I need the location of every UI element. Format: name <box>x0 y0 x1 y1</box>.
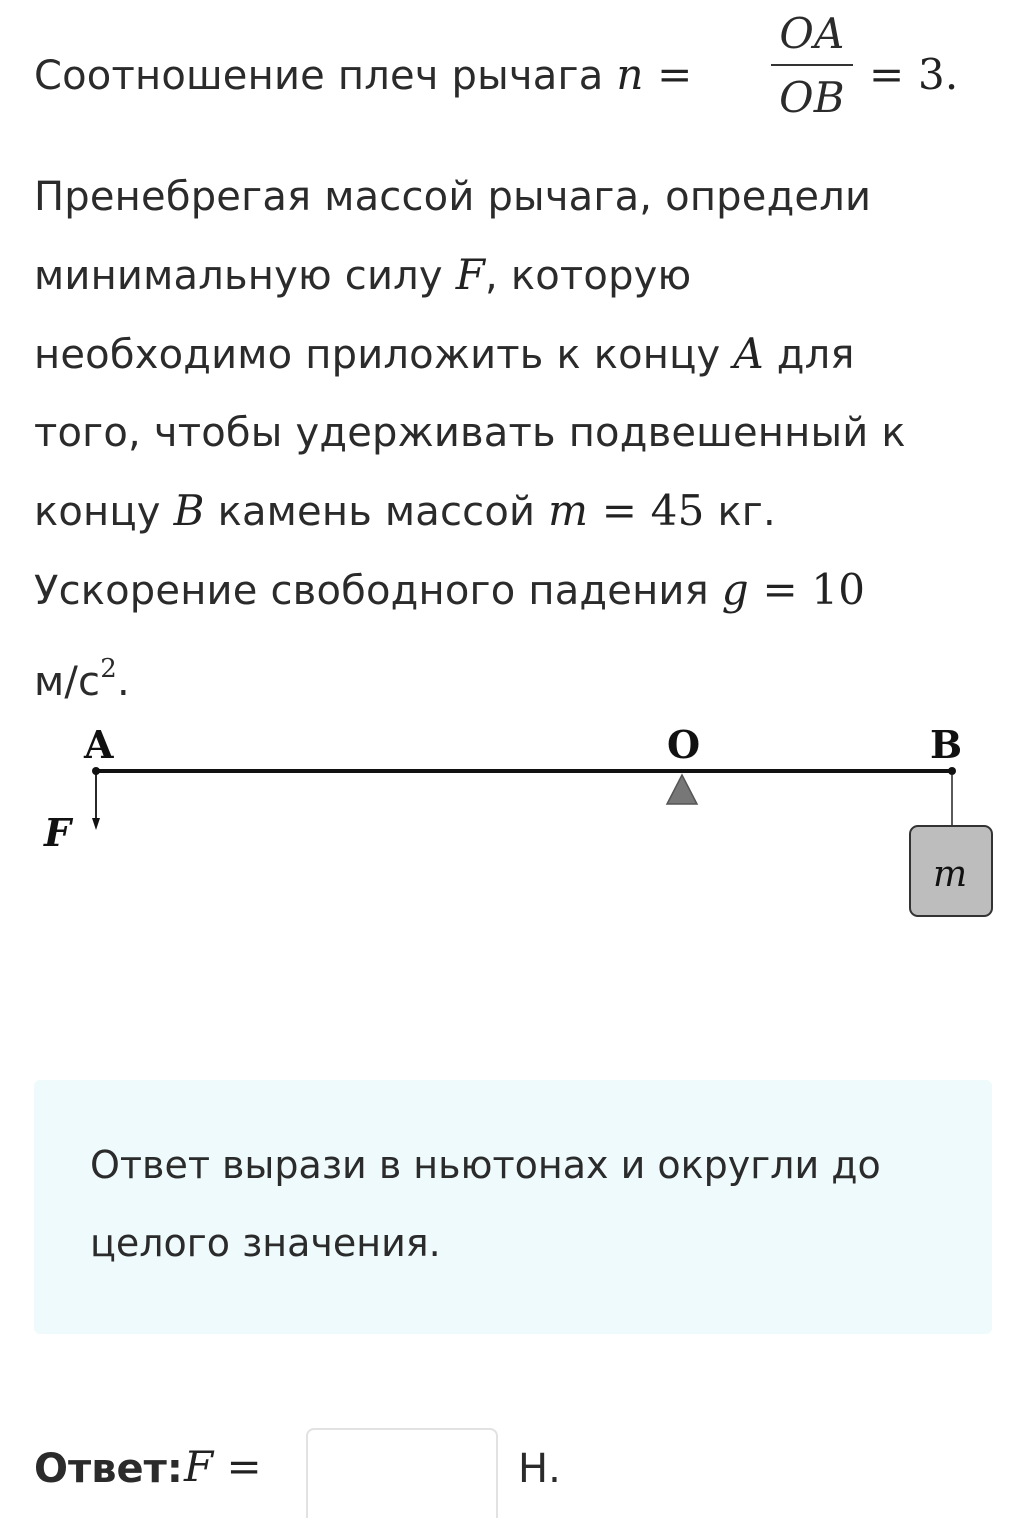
problem-line <box>34 472 994 551</box>
math-variable: g <box>721 565 749 614</box>
label-a: A <box>84 722 114 767</box>
problem-statement <box>34 0 994 721</box>
fraction-bar <box>771 64 853 66</box>
ratio-fraction <box>767 8 857 124</box>
problem-text: м/с <box>34 659 101 705</box>
answer-formula <box>184 1442 262 1491</box>
math-operator: = <box>643 50 693 99</box>
problem-text: концу <box>34 489 174 535</box>
point-a-dot <box>92 767 100 775</box>
lever-diagram <box>0 700 1025 940</box>
answer-input[interactable] <box>306 1428 498 1518</box>
math-variable: B <box>173 486 205 535</box>
label-f: F <box>44 810 71 855</box>
problem-text: необходимо приложить к концу <box>34 332 734 378</box>
math-variable: m <box>548 486 589 535</box>
problem-line-ratio <box>34 0 994 158</box>
problem-text: камень массой <box>204 489 549 535</box>
problem-text: минимальную силу <box>34 253 456 299</box>
superscript: 2 <box>100 654 117 684</box>
problem-text: кг. <box>704 489 776 535</box>
math-variable: n <box>616 50 644 99</box>
math-variable: A <box>733 329 764 378</box>
lever-diagram-svg <box>0 700 1025 940</box>
math-value: = 10 <box>748 565 866 614</box>
problem-line <box>34 236 994 315</box>
problem-line: Пренебрегая массой рычага, определи <box>34 174 872 220</box>
math-variable: F <box>455 250 486 299</box>
problem-text: для <box>763 332 855 378</box>
fraction-denominator: OB <box>779 73 845 122</box>
problem-text: Ускорение свободного падения <box>34 568 722 614</box>
answer-label: Ответ: <box>34 1446 183 1492</box>
fulcrum-icon <box>667 775 697 804</box>
label-b: B <box>930 722 963 767</box>
problem-line <box>34 551 994 630</box>
problem-text: . <box>117 659 130 705</box>
math-value: = 45 <box>588 486 705 535</box>
answer-unit: Н. <box>518 1446 561 1492</box>
force-arrow-head-icon <box>92 818 100 830</box>
ratio-value: = 3. <box>869 50 959 99</box>
math-operator: = <box>213 1442 262 1491</box>
problem-text: Соотношение плеч рычага <box>34 53 617 99</box>
hint-box <box>34 1080 992 1334</box>
label-m: m <box>933 854 968 895</box>
point-b-dot <box>948 767 956 775</box>
hint-text: Ответ вырази в ньютонах и округли до целого значения. <box>90 1143 881 1265</box>
fraction-numerator: OA <box>779 9 845 58</box>
math-variable: F <box>184 1442 214 1491</box>
answer-row <box>34 1428 994 1518</box>
label-o: O <box>667 722 701 767</box>
problem-line <box>34 315 994 394</box>
problem-text: , которую <box>485 253 692 299</box>
problem-line: того, чтобы удерживать подвешенный к <box>34 410 906 456</box>
